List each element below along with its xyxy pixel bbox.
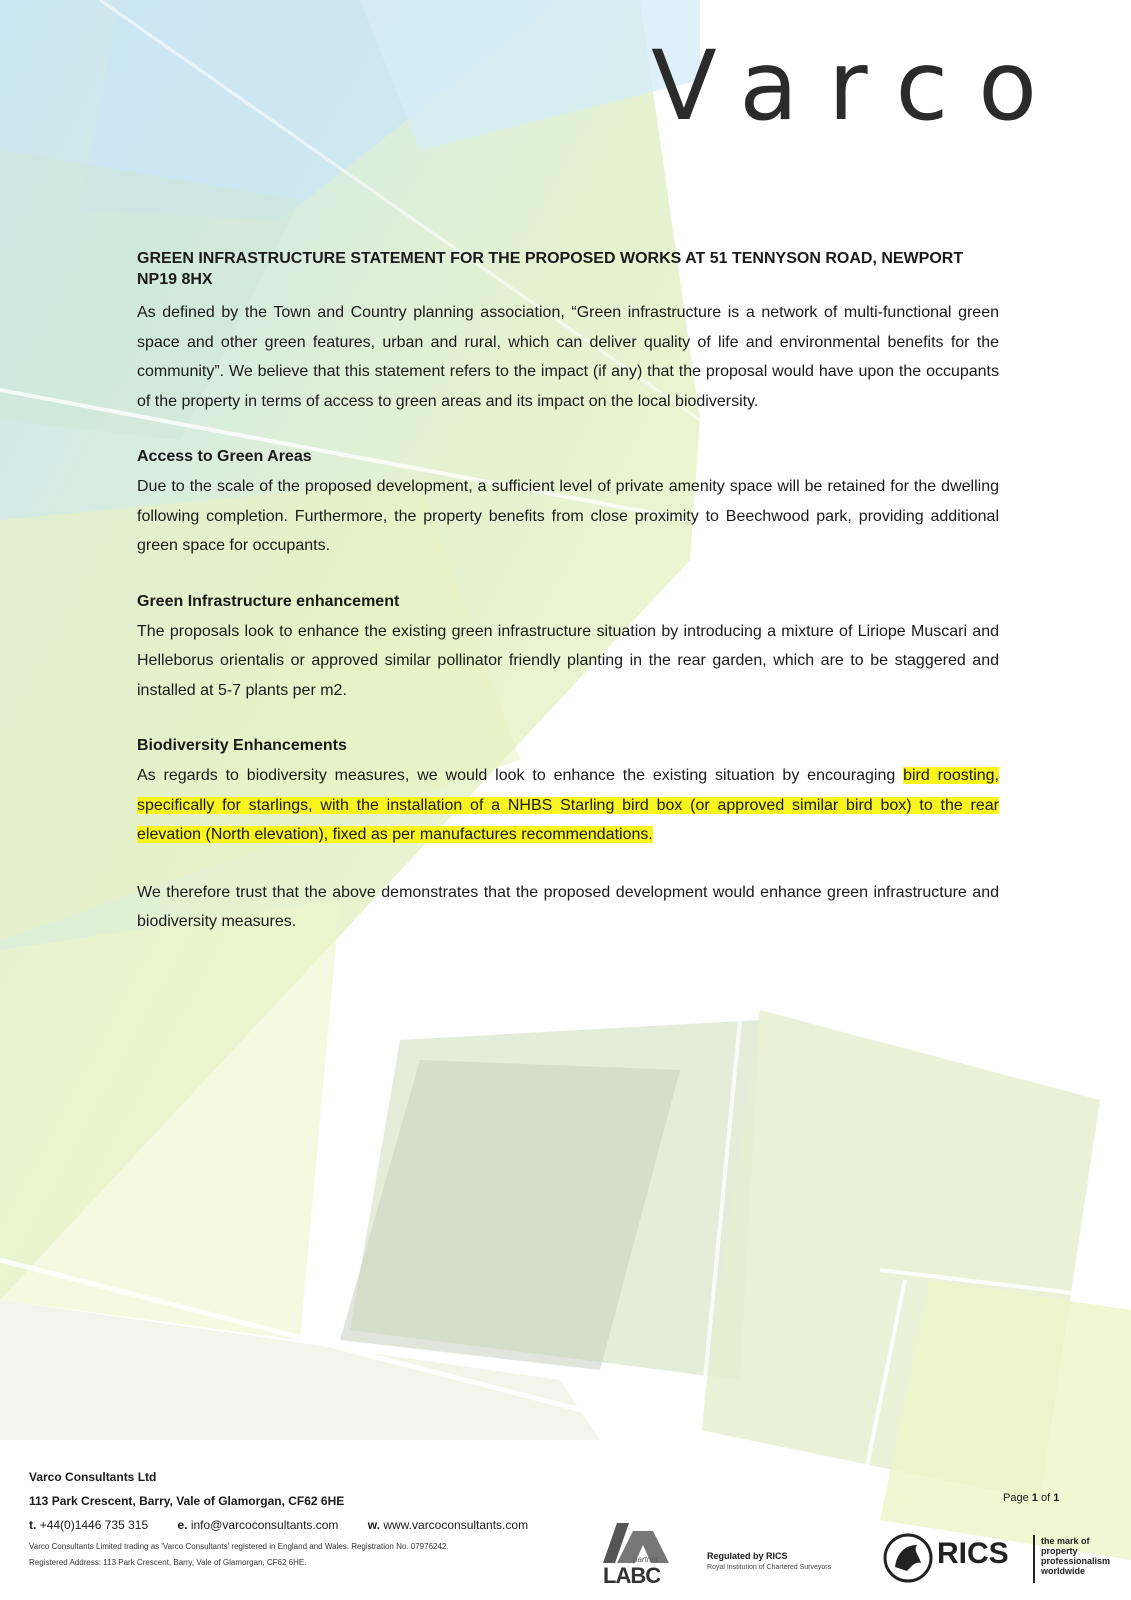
labc-partner-logo (603, 1523, 675, 1587)
company-logo: Varco (651, 30, 1067, 142)
section-body-access: Due to the scale of the proposed development, a sufficient level of private amenity space will be retained for the dwelling following completion. Furthermore, the property benefits from close proximity to Beechwood park, providing additional green space for occupants. (137, 478, 999, 554)
footer-registered-address: Registered Address: 113 Park Crescent, Barry, Vale of Glamorgan, CF62 6HE. (29, 1558, 307, 1567)
footer-address: 113 Park Crescent, Barry, Vale of Glamorgan, CF62 6HE (29, 1494, 345, 1508)
page-total: 1 (1053, 1492, 1060, 1504)
document-title: GREEN INFRASTRUCTURE STATEMENT FOR THE PROPOSED WORKS AT 51 TENNYSON ROAD, NEWPORT NP19 8HX (137, 250, 964, 288)
regulated-by-rics (707, 1551, 831, 1571)
regulated-label: Regulated by RICS (707, 1551, 788, 1561)
footer-phone: +44(0)1446 735 315 (39, 1518, 149, 1532)
footer-legal: Varco Consultants Limited trading as 'Varco Consultants' registered in England and Wales. Registration No. 07976242. (29, 1542, 449, 1551)
labc-wordmark: LABC (603, 1563, 661, 1588)
highlighted-text: bird roosting, specifically for starlings, with the installation of a NHBS Starling bird box (or approved similar bird box) to the rear elevation (North elevation), fixed as per manufactures recommendations. (137, 767, 999, 843)
section-heading-access: Access to Green Areas (137, 448, 312, 465)
footer-contact (29, 1470, 528, 1574)
labc-partner-label: partner (633, 1555, 659, 1564)
rics-fullname: Royal Institution of Chartered Surveyors (707, 1564, 832, 1571)
web-label: w. (367, 1518, 380, 1532)
rics-divider (1033, 1535, 1035, 1583)
footer-company-name: Varco Consultants Ltd (29, 1470, 157, 1484)
page-label: Page (1003, 1492, 1029, 1504)
section-body-green-infrastructure: The proposals look to enhance the existing green infrastructure situation by introducing a mixture of Liriope Muscari and Helleborus orientalis or approved similar pollinator friendly planting in the rear garden, which are to be staggered and installed at 5-7 plants per m2. (137, 622, 999, 699)
section-heading-biodiversity: Biodiversity Enhancements (137, 737, 347, 754)
page-of: of (1040, 1492, 1051, 1504)
footer-website[interactable]: www.varcoconsultants.com (383, 1518, 529, 1532)
section-heading-green-infrastructure: Green Infrastructure enhancement (137, 592, 400, 610)
rics-lion-icon (883, 1533, 933, 1583)
rics-wordmark: RICS (937, 1537, 1009, 1570)
page-number (1003, 1492, 1059, 1504)
footer-contact-line (29, 1518, 528, 1532)
biodiversity-text: As regards to biodiversity measures, we would look to enhance the existing situation by encouraging (137, 767, 904, 784)
section-body-biodiversity (137, 761, 999, 850)
footer-email[interactable]: info@varcoconsultants.com (190, 1518, 339, 1532)
page-current: 1 (1031, 1492, 1038, 1504)
intro-paragraph: As defined by the Town and Country planning association, “Green infrastructure is a network of multi-functional green space and other green features, urban and rural, which can deliver quality of life and environmental benefits for the community”. We believe that this statement refers to the impact (if any) that the proposal would have upon the occupants of the property in terms of access to green areas and its impact on the local biodiversity. (137, 304, 999, 410)
rics-tagline: the mark of property professionalism worldwide (1041, 1536, 1111, 1576)
document-body (137, 248, 999, 937)
email-label: e. (177, 1518, 188, 1532)
tel-label: t. (29, 1518, 37, 1532)
conclusion-paragraph: We therefore trust that the above demonstrates that the proposed development would enhance green infrastructure and biodiversity measures. (137, 883, 999, 930)
